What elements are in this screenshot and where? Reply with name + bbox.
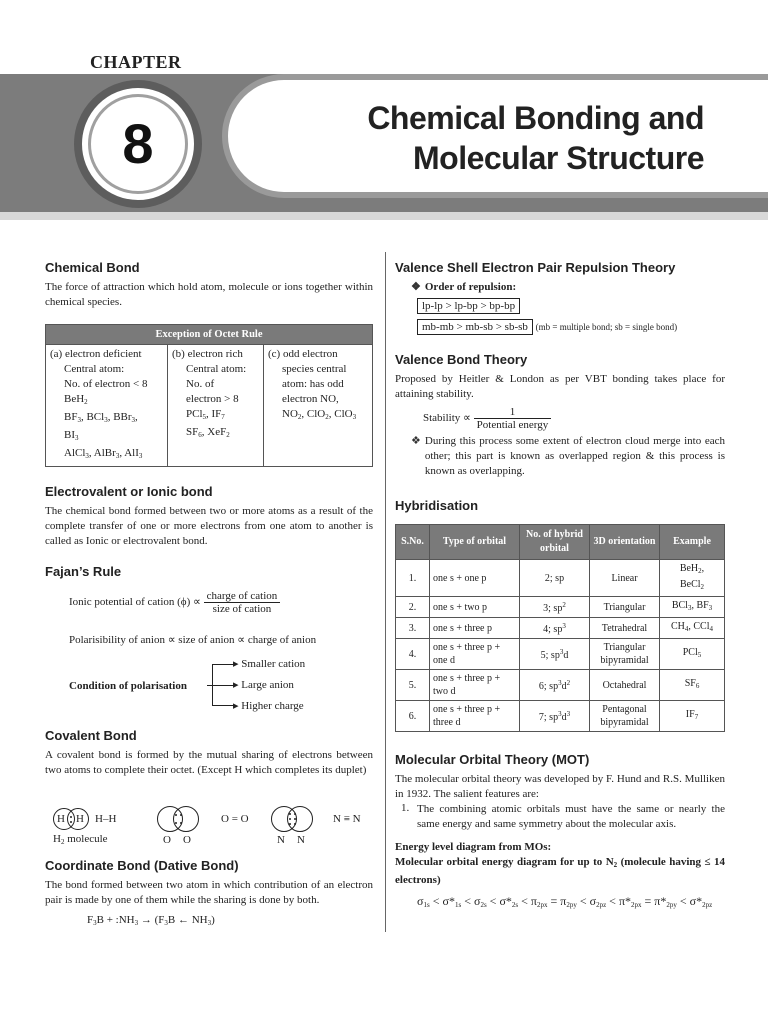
cell-orientation: Triangular bipyramidal (590, 639, 660, 670)
shared-electron (175, 822, 177, 824)
table-row (396, 639, 725, 670)
octet-a-ex4: AlCl$_3$, AlBr$_3$, AlI$_3$ (64, 447, 143, 460)
octet-a-line1: Central atom: (64, 363, 125, 375)
n2-formula: N ≡ N (333, 813, 361, 825)
octet-a-ex2: $BF_3$, BCl$_3$, BBr$_3$, (64, 411, 138, 424)
coordinate-section (45, 858, 373, 927)
octet-col-b (168, 345, 264, 467)
octet-table (45, 324, 373, 467)
ionic-bond-heading: Electrovalent or Ionic bond (45, 484, 213, 499)
header-orientation: 3D orientation (590, 525, 660, 560)
octet-c-line3: electron NO, (282, 393, 339, 405)
octet-c-ex1: $NO_2$, ClO$_2$, ClO$_3$ (282, 408, 357, 421)
ionic-potential-label: Ionic potential of cation (ϕ) ∝ (69, 596, 201, 609)
hybridisation-table-wrap (395, 524, 725, 732)
cell-example: BCl$_3$, $BF_3$ (660, 597, 725, 618)
cell-example: $CH_4$, CCl$_4$ (660, 618, 725, 639)
cell-example: $IF_7$ (660, 701, 725, 732)
o-atom-circle (173, 806, 199, 832)
cell-example: PCl$_5$ (660, 639, 725, 670)
vbt-section (395, 352, 725, 479)
coordinate-reaction: $F_3B$ + $:NH_3 \to (F_3B$ ← $NH_3$) (87, 914, 215, 927)
octet-a-ex1: BeH$_2$ (64, 393, 88, 406)
hybridisation-section (395, 498, 725, 518)
cell-sno: 5. (396, 670, 430, 701)
condition-item: ▸ Higher charge (233, 700, 304, 712)
condition-label: Condition of polarisation (69, 680, 187, 692)
octet-a-label: (a) electron deficient (50, 348, 142, 360)
covalent-diagrams (45, 804, 373, 850)
header-band-shadow (0, 212, 768, 220)
cell-orientation: Linear (590, 560, 660, 597)
cell-example: $SF_6$ (660, 670, 725, 701)
cell-type: one s + three p (430, 618, 520, 639)
covalent-text: A covalent bond is formed by the mutual sharing of electrons between two atoms to complete their octet. (Except H which completes its duplet) (45, 749, 373, 776)
chemical-bond-heading: Chemical Bond (45, 260, 140, 275)
order-2-note: (mb = multiple bond; sb = single bond) (535, 322, 678, 332)
cell-number-text: 5; sp (540, 650, 560, 661)
table-row (396, 560, 725, 597)
condition-arrow-3 (212, 705, 234, 706)
cell-orientation: Tetrahedral (590, 618, 660, 639)
condition-arrow-1 (212, 664, 234, 665)
vsepr-order-1 (395, 298, 725, 314)
cell-number: 4; $sp^3$ (520, 618, 590, 639)
ionic-bond-section (45, 484, 373, 549)
stability-label: Stability ∝ (423, 412, 471, 425)
cell-sno: 6. (396, 701, 430, 732)
octet-table-section (45, 324, 373, 467)
cell-type: one s + two p (430, 597, 520, 618)
chemical-bond-section (45, 260, 373, 310)
fajan-section (45, 564, 373, 584)
stability-numerator: 1 (474, 406, 552, 419)
cell-number: 3; $sp^2$ (520, 597, 590, 618)
diamond-bullet-icon: ❖ (411, 281, 421, 293)
vsepr-order-2 (395, 319, 725, 335)
header-number: No. of hybrid orbital (520, 525, 590, 560)
chapter-label: CHAPTER (90, 52, 182, 72)
shared-electron (289, 813, 291, 815)
octet-c-line1: species central (282, 363, 347, 375)
order-box-1: lp-lp > lp-bp > bp-bp (417, 298, 520, 314)
mot-point-1 (395, 802, 725, 832)
hybridisation-table (395, 524, 725, 732)
cell-orientation: Octahedral (590, 670, 660, 701)
o-atom-label: O (163, 834, 171, 846)
diamond-bullet-icon: ❖ (411, 435, 421, 447)
n-atom-label: N (277, 834, 285, 846)
cell-number: 7; $sp^3d^3$ (520, 701, 590, 732)
shared-electron (294, 818, 296, 820)
condition-item: ▸ Smaller cation (233, 658, 306, 670)
stability-fraction (474, 406, 552, 431)
mot-section (395, 752, 725, 909)
shared-electron (180, 814, 182, 816)
mot-heading: Molecular Orbital Theory (MOT) (395, 752, 590, 767)
vsepr-heading: Valence Shell Electron Pair Repulsion Theory (395, 260, 676, 275)
cell-type: one s + three p + one d (430, 639, 520, 670)
table-row (396, 597, 725, 618)
chemical-bond-text: The force of attraction which hold atom, molecule or ions together within chemical species. (45, 281, 373, 308)
coordinate-heading: Coordinate Bond (Dative Bond) (45, 858, 239, 873)
mo-diagram-heading-text: Molecular orbital energy diagram for up to N (395, 856, 614, 868)
covalent-heading: Covalent Bond (45, 728, 137, 743)
stability-formula (395, 406, 725, 431)
cell-number: 6; $sp^3d^2$ (520, 670, 590, 701)
octet-b-ex1: PCl$_5$, $IF_7$ (186, 408, 225, 421)
octet-c-line2: atom: has odd (282, 378, 344, 390)
cell-number-text: 7; sp (538, 712, 559, 723)
cell-orientation: Triangular (590, 597, 660, 618)
vsepr-order-text: Order of repulsion: (424, 281, 517, 293)
cell-number-text: 3; sp (543, 603, 563, 614)
header-type: Type of orbital (430, 525, 520, 560)
cell-number-text: 6; sp (538, 681, 559, 692)
fajan-heading: Fajan’s Rule (45, 564, 122, 579)
chapter-number: 8 (88, 94, 188, 194)
condition-arrow-2 (212, 685, 234, 686)
vsepr-order-label (395, 280, 725, 293)
octet-b-line2: No. of (186, 378, 215, 390)
order-box-2: mb-mb > mb-sb > sb-sb (417, 319, 533, 335)
title-line-1: Chemical Bonding and (367, 100, 704, 136)
mot-point-1-text: The combining atomic orbitals must have the same or nearly the same energy and same symmetry about the molecular axis. (417, 803, 725, 830)
shared-electron (289, 818, 291, 820)
mo-diagram-heading-tail: (molecule having ≤ 14 electrons) (395, 856, 725, 886)
shared-electron (294, 813, 296, 815)
header-sno: S.No. (396, 525, 430, 560)
octet-c-label: (c) odd electron (268, 348, 338, 360)
ionic-potential-fraction (204, 590, 281, 615)
ionic-potential-denominator: size of cation (212, 603, 272, 615)
cell-number-text: 4; sp (543, 624, 563, 635)
octet-col-a (46, 345, 168, 467)
condition-item: ▸ Large anion (233, 679, 294, 691)
shared-electron (294, 823, 296, 825)
ionic-potential-numerator: charge of cation (204, 590, 281, 603)
cell-example: BeH$_2$, BeCl$_2$ (660, 560, 725, 597)
h2-caption: $H_2$ molecule (53, 833, 108, 846)
table-header-row (396, 525, 725, 560)
octet-b-label: (b) electron rich (172, 348, 243, 360)
condition-higher-charge: Higher charge (241, 700, 304, 712)
condition-smaller-cation: Smaller cation (241, 658, 306, 670)
octet-b-line1: Central atom: (186, 363, 247, 375)
shared-electron (180, 822, 182, 824)
vsepr-section (395, 260, 725, 335)
shared-electron (70, 821, 72, 823)
o-atom-label: O (183, 834, 191, 846)
mo-energy-order: $\sigma_{1s} < \sigma*_{1s} < \sigma_{2s} < \sigma*_{2s} < \pi_{2px} = \pi_{2py} < \sigma_{2pz} < \pi*_{2px} = \pi*_{2py} < \sigma*_{2pz}$ (417, 894, 713, 909)
octet-b-ex2: $SF_6$, XeF$_2$ (186, 426, 230, 439)
h-atom-label: H (76, 813, 84, 825)
cell-orientation: Pentagonal bipyramidal (590, 701, 660, 732)
vbt-bullet-text: During this process some extent of electron cloud merge into each other; this part is known as overlapped region & this process is known as overlapping. (424, 435, 725, 477)
covalent-section (45, 728, 373, 778)
cell-type: one s + three p + three d (430, 701, 520, 732)
octet-col-c (264, 345, 373, 467)
cell-sno: 3. (396, 618, 430, 639)
cell-sno: 1. (396, 560, 430, 597)
h2-caption-text: molecule (67, 833, 108, 845)
mot-text: The molecular orbital theory was developed by F. Hund and R.S. Mulliken in 1932. The salient features are: (395, 773, 725, 800)
table-row (396, 701, 725, 732)
ionic-bond-text: The chemical bond formed between two or more atoms as a result of the complete transfer of one or more electrons from one atom to another is called as Ionic or electrovalent bond. (45, 505, 373, 547)
vbt-text: Proposed by Heitler & London as per VBT bonding takes place for attaining stability. (395, 373, 725, 400)
stability-denominator: Potential energy (476, 419, 549, 431)
page-title (367, 98, 704, 178)
octet-b-line3: electron > 8 (186, 393, 239, 405)
table-row (396, 670, 725, 701)
hybridisation-heading: Hybridisation (395, 498, 479, 513)
cell-sno: 4. (396, 639, 430, 670)
h2-bond-formula: H–H (95, 813, 117, 825)
table-row (396, 618, 725, 639)
octet-table-title: Exception of Octet Rule (46, 325, 373, 345)
vbt-bullet (395, 434, 725, 479)
octet-a-ex3: $BI_3$ (64, 429, 79, 442)
condition-large-anion: Large anion (241, 679, 294, 691)
shared-electron (70, 816, 72, 818)
cell-sno: 2. (396, 597, 430, 618)
n-atom-label: N (297, 834, 305, 846)
mo-diagram-heading: Molecular orbital energy diagram for up to $N_2$ (molecule having ≤ 14 electrons) (395, 856, 725, 886)
o2-formula: O = O (221, 813, 249, 825)
cell-type: one s + one p (430, 560, 520, 597)
shared-electron (175, 814, 177, 816)
coordinate-text: The bond formed between two atom in which contribution of an electron pair is made by one of them while the sharing is done by both. (45, 879, 373, 906)
list-number: 1. (401, 802, 410, 814)
cell-number: 5; $sp^3d$ (520, 639, 590, 670)
shared-electron (289, 823, 291, 825)
cell-number: 2; sp (520, 560, 590, 597)
h-atom-label: H (57, 813, 65, 825)
polarisibility-line: Polarisibility of anion ∝ size of anion ∝ charge of anion (69, 634, 317, 646)
ionic-potential-formula (69, 590, 397, 615)
title-line-2: Molecular Structure (412, 140, 704, 176)
energy-level-heading: Energy level diagram from MOs: (395, 841, 552, 853)
header-example: Example (660, 525, 725, 560)
vbt-heading: Valence Bond Theory (395, 352, 528, 367)
cell-type: one s + three p + two d (430, 670, 520, 701)
octet-a-line2: No. of electron < 8 (64, 378, 148, 390)
